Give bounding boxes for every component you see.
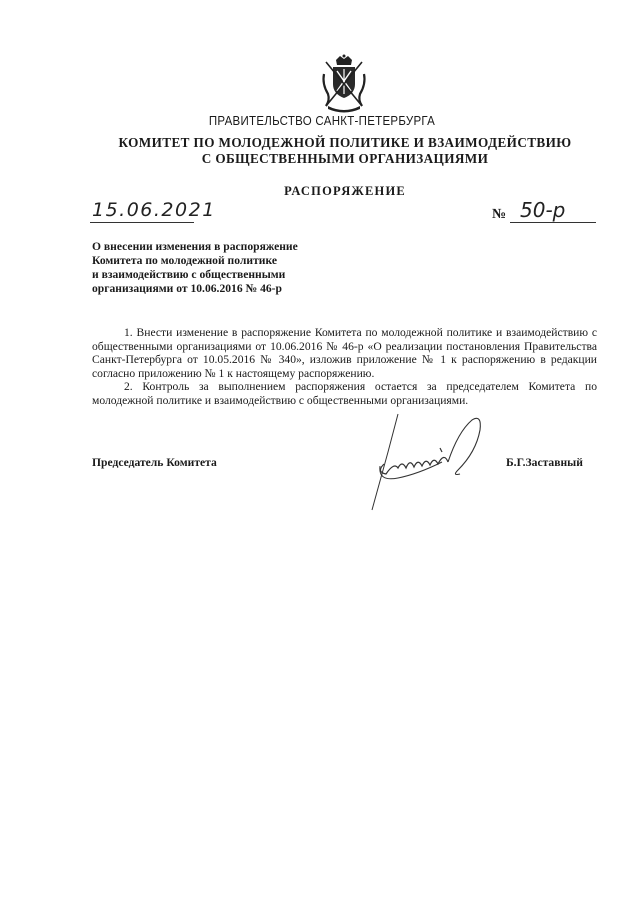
subject-line: и взаимодействию с общественными [92,268,286,281]
document-type: РАСПОРЯЖЕНИЕ [284,184,406,198]
committee-title-line-2: С ОБЩЕСТВЕННЫМИ ОРГАНИЗАЦИЯМИ [201,151,489,166]
date-underline [90,222,194,223]
paragraph-2: 2. Контроль за выполнением распоряжения остается за председателем Комитета по молодежной политике и взаимодействию с общественными организациями. [92,380,597,407]
signer-name: Б.Г.Заставный [506,456,583,469]
document-body [92,326,597,408]
committee-title-line-1: КОМИТЕТ ПО МОЛОДЕЖНОЙ ПОЛИТИКЕ И ВЗАИМОДЕЙСТВИЮ [118,135,572,150]
subject-line: О внесении изменения в распоряжение [92,240,298,253]
signer-position: Председатель Комитета [92,456,217,469]
handwritten-signature-icon [358,412,498,512]
subject-line: организациями от 10.06.2016 № 46-р [92,282,282,295]
paragraph-1: 1. Внести изменение в распоряжение Комитета по молодежной политике и взаимодействию с общественными организациями от 10.06.2016 № 46-р «О реализации постановления Правительства Санкт-Петербурга от 10.05.2016 № 340», изложив приложение № 1 к распоряжению в редакции согласно приложению № 1 к настоящему распоряжению. [92,326,597,380]
subject-line: Комитета по молодежной политике [92,254,277,267]
government-title: ПРАВИТЕЛЬСТВО САНКТ-ПЕТЕРБУРГА [208,114,436,128]
coat-of-arms-icon [318,54,370,114]
document-subject [92,240,362,296]
number-label: № [492,207,507,222]
document-number: 50-р [520,198,566,222]
number-underline [510,222,596,223]
committee-title [0,135,640,167]
document-date: 15.06.2021 [92,199,216,221]
